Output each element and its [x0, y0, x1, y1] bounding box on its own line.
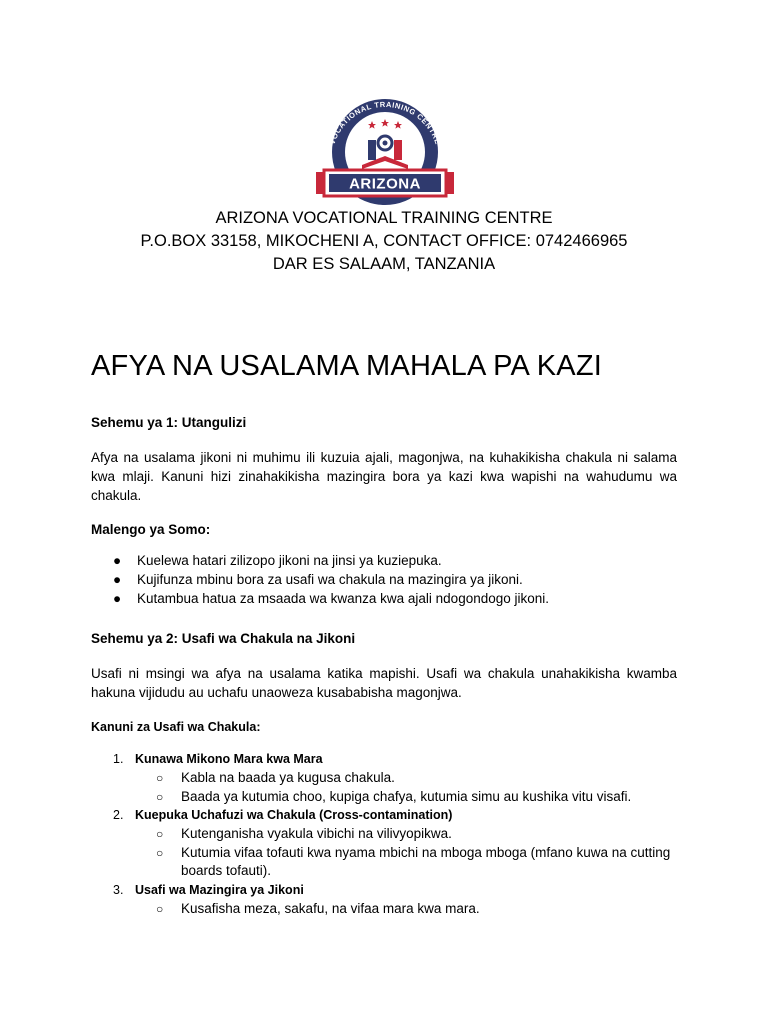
bullet-icon: ●: [113, 572, 122, 587]
circle-bullet-icon: ○: [156, 789, 164, 804]
section1-paragraph: Afya na usalama jikoni ni muhimu ili kuzuia ajali, magonjwa, na kuhakikisha chakula ni salama kwa mlaji. Kanuni hizi zinahakikisha mazingira bora ya kazi kwa wapishi na wahudumu wa chakula.: [91, 450, 677, 503]
section2-heading: Sehemu ya 2: Usafi wa Chakula na Jikoni: [91, 631, 356, 646]
document-title: AFYA NA USALAMA MAHALA PA KAZI: [91, 350, 603, 382]
list-item: ○ Kabla na baada ya kugusa chakula.: [135, 769, 677, 788]
rules-list: [91, 750, 677, 918]
list-item: ● Kujifunza mbinu bora za usafi wa chakula na mazingira ya jikoni.: [113, 572, 523, 587]
rule-title: Usafi wa Mazingira ya Jikoni: [135, 882, 304, 897]
org-address: P.O.BOX 33158, MIKOCHENI A, CONTACT OFFICE: 0742466965: [140, 232, 628, 250]
objectives-list: [91, 551, 677, 608]
list-item: ○ Kutumia vifaa tofauti kwa nyama mbichi na mboga mboga (mfano kuwa na cutting boards tofauti).: [156, 844, 671, 878]
list-item: ● Kuelewa hatari zilizopo jikoni na jinsi ya kuziepuka.: [113, 553, 442, 568]
list-item: ○ Kutenganisha vyakula vibichi na vilivyopikwa.: [135, 825, 677, 844]
section2-paragraph: Usafi ni msingi wa afya na usalama katika mapishi. Usafi wa chakula unahakikisha kwamba hakuna vijidudu au uchafu unaoweza kusababisha magonjwa.: [91, 666, 677, 700]
circle-bullet-icon: ○: [156, 901, 164, 916]
section1-heading: Sehemu ya 1: Utangulizi: [91, 415, 247, 430]
rule-number: 2.: [113, 808, 124, 822]
rule-item: [91, 881, 677, 919]
circle-bullet-icon: ○: [156, 771, 164, 785]
arizona-logo: [310, 90, 460, 206]
circle-bullet-icon: ○: [156, 827, 164, 841]
org-city: DAR ES SALAAM, TANZANIA: [272, 255, 496, 273]
rule-number: 3.: [113, 882, 124, 897]
logo-banner-text: ARIZONA: [349, 175, 421, 193]
logo-arc-text: VOCATIONAL TRAINING CENTRE: [327, 99, 443, 146]
list-item: ○ Baada ya kutumia choo, kupiga chafya, kutumia simu au kushika vitu visafi.: [135, 788, 677, 807]
rule-number: 1.: [113, 752, 124, 766]
rule-item: [91, 806, 677, 881]
organization-header: [0, 207, 768, 276]
circle-bullet-icon: ○: [156, 845, 164, 860]
rule-title: Kuepuka Uchafuzi wa Chakula (Cross-contamination): [135, 808, 453, 822]
rule-item: [91, 750, 677, 806]
bullet-icon: ●: [113, 553, 122, 568]
document-body: [91, 348, 677, 918]
objectives-heading: Malengo ya Somo:: [91, 522, 211, 537]
list-item: ● Kutambua hatua za msaada wa kwanza kwa ajali ndogondogo jikoni.: [113, 591, 550, 606]
bullet-icon: ●: [113, 591, 122, 606]
rule-title: Kunawa Mikono Mara kwa Mara: [135, 752, 323, 766]
list-item: ○ Kusafisha meza, sakafu, na vifaa mara kwa mara.: [135, 900, 677, 919]
rules-heading: Kanuni za Usafi wa Chakula:: [91, 720, 261, 734]
org-name: ARIZONA VOCATIONAL TRAINING CENTRE: [215, 209, 553, 227]
